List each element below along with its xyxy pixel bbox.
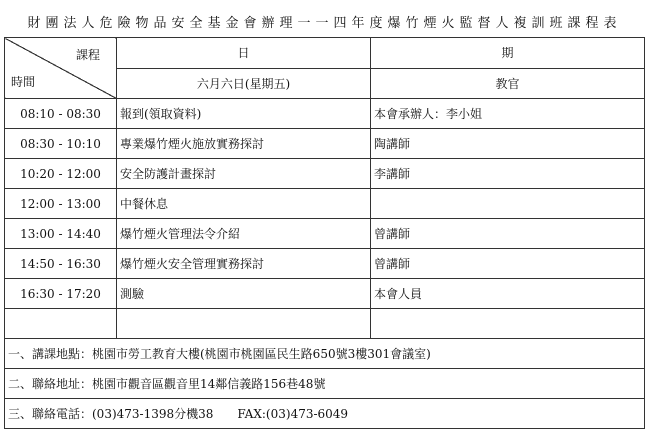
course-header-label: 課程 (75, 48, 100, 62)
table-row (5, 249, 645, 279)
instructor-cell: 曾講師 (371, 249, 645, 279)
time-cell: 08:30 - 10:10 (5, 129, 117, 159)
instructor-cell: 陶講師 (371, 129, 645, 159)
day-header-cell: 日 (117, 38, 371, 69)
course-cell: 中餐休息 (117, 189, 371, 219)
phone-info: 三、聯絡電話：(03)473-1398分機38 FAX:(03)473-6049 (5, 399, 645, 429)
instructor-header-cell: 教官 (371, 68, 645, 99)
instructor-cell: 曾講師 (371, 219, 645, 249)
course-cell: 爆竹煙火安全管理實務探討 (117, 249, 371, 279)
footer-row-location (5, 339, 645, 369)
location-info: 一、講課地點：桃園市勞工教育大樓(桃園市桃園區民生路650號3樓301會議室) (5, 339, 645, 369)
table-row (5, 189, 645, 219)
table-row (5, 279, 645, 309)
table-row (5, 219, 645, 249)
time-cell (5, 309, 117, 339)
course-cell: 測驗 (117, 279, 371, 309)
instructor-cell: 本會人員 (371, 279, 645, 309)
course-cell: 報到(領取資料) (117, 99, 371, 129)
schedule-table (4, 37, 645, 429)
course-cell: 專業爆竹煙火施放實務探討 (117, 129, 371, 159)
course-cell: 爆竹煙火管理法令介紹 (117, 219, 371, 249)
footer-row-address (5, 369, 645, 399)
instructor-cell (371, 189, 645, 219)
period-header-cell: 期 (371, 38, 645, 69)
course-cell: 安全防護計畫探討 (117, 159, 371, 189)
diagonal-header-cell (5, 38, 117, 99)
time-header-label: 時間 (11, 75, 36, 89)
header-row-1 (5, 38, 645, 69)
time-cell: 10:20 - 12:00 (5, 159, 117, 189)
instructor-cell (371, 309, 645, 339)
table-row (5, 309, 645, 339)
footer-row-phone (5, 399, 645, 429)
instructor-cell: 本會承辦人：李小姐 (371, 99, 645, 129)
table-row (5, 129, 645, 159)
time-cell: 13:00 - 14:40 (5, 219, 117, 249)
time-cell: 12:00 - 13:00 (5, 189, 117, 219)
address-info: 二、聯絡地址：桃園市觀音區觀音里14鄰信義路156巷48號 (5, 369, 645, 399)
time-cell: 08:10 - 08:30 (5, 99, 117, 129)
document-title: 財團法人危險物品安全基金會辦理一一四年度爆竹煙火監督人複訓班課程表 (27, 16, 622, 31)
time-cell: 16:30 - 17:20 (5, 279, 117, 309)
date-header-cell: 六月六日(星期五) (117, 68, 371, 99)
table-row (5, 99, 645, 129)
instructor-cell: 李講師 (371, 159, 645, 189)
time-cell: 14:50 - 16:30 (5, 249, 117, 279)
course-cell (117, 309, 371, 339)
table-row (5, 159, 645, 189)
